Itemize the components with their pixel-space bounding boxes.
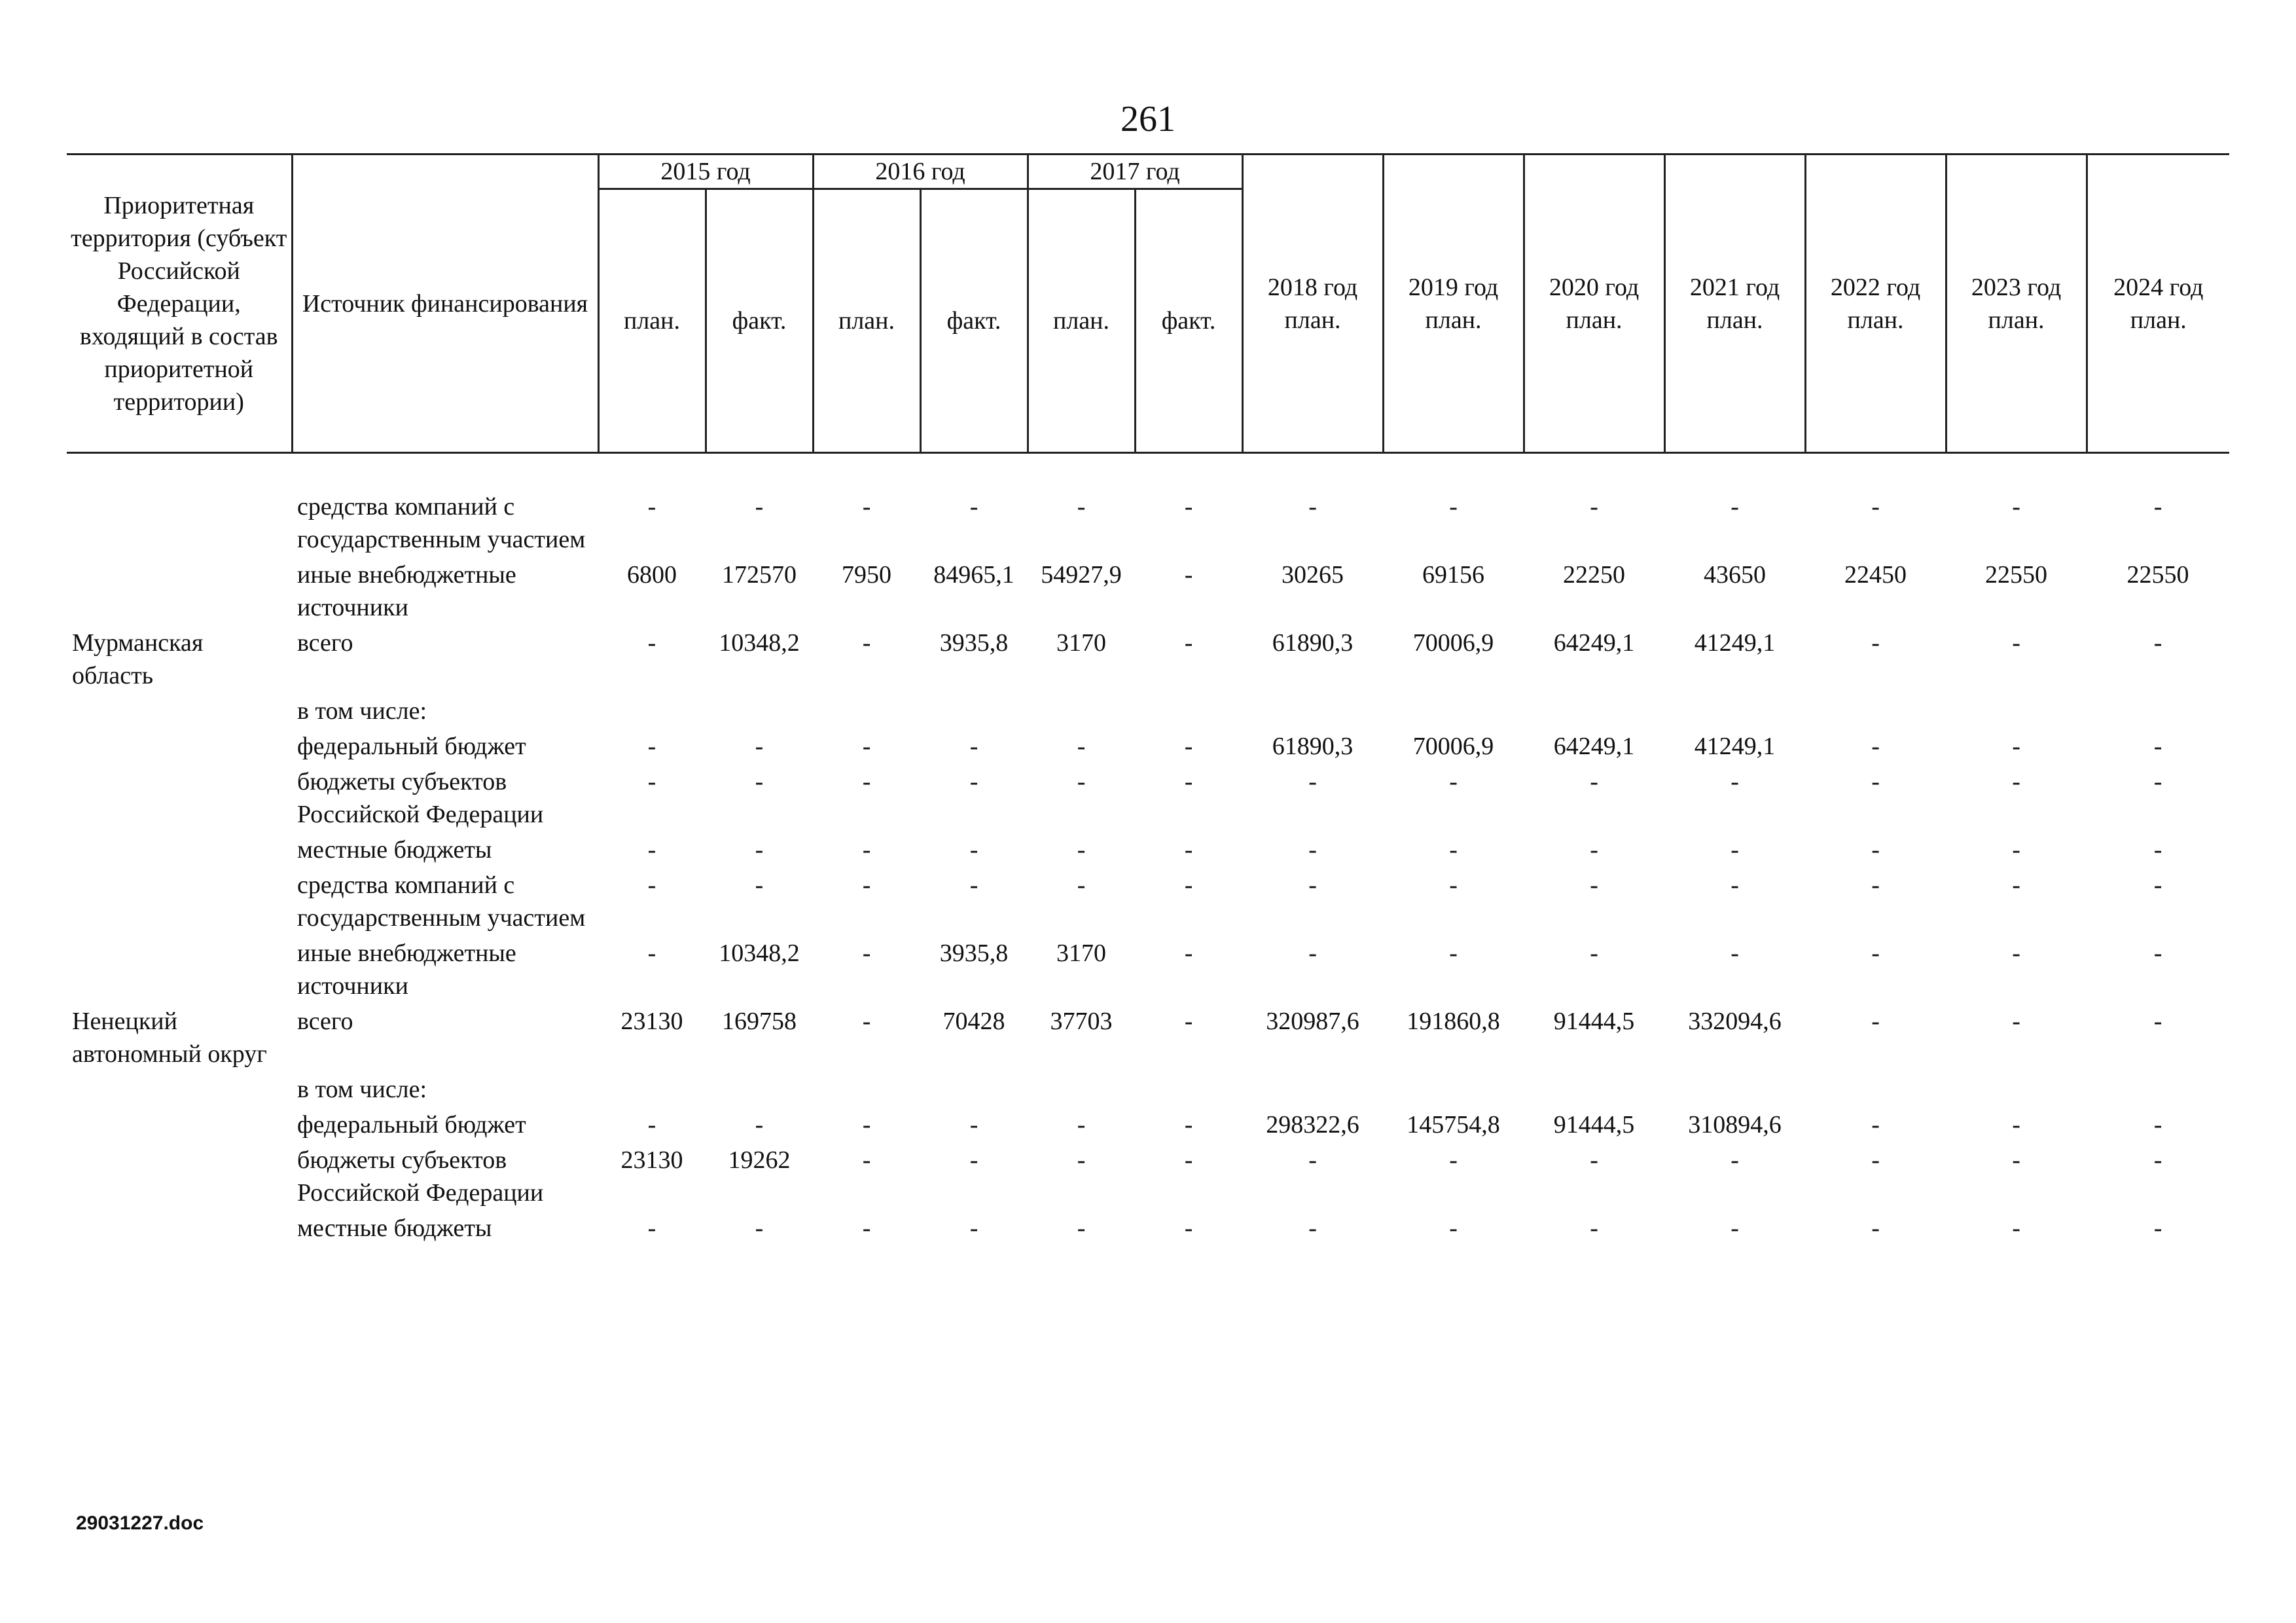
header-year-2022: 2022 год план. — [1805, 155, 1946, 453]
value-cell: - — [1590, 939, 1598, 967]
header-2017-plan: план. — [1028, 189, 1135, 453]
header-year-2016: 2016 год — [813, 155, 1028, 189]
header-year-2015: 2015 год — [598, 155, 813, 189]
value-cell: 19262 — [728, 1146, 791, 1174]
value-cell — [1028, 693, 1135, 729]
value-cell: - — [1871, 836, 1880, 864]
territory-cell — [67, 729, 292, 764]
value-cell: - — [1590, 493, 1598, 520]
value-cell: 37703 — [1050, 1008, 1113, 1035]
table-row — [67, 693, 2229, 729]
value-cell: - — [969, 1146, 978, 1174]
value-cell: 3170 — [1056, 939, 1107, 967]
value-cell — [1946, 1072, 2087, 1107]
value-cell: - — [755, 733, 764, 760]
value-cell: - — [862, 1146, 871, 1174]
value-cell — [1135, 693, 1242, 729]
value-cell: - — [1077, 733, 1086, 760]
value-cell: - — [862, 493, 871, 520]
territory-cell — [67, 867, 292, 936]
value-cell: 64249,1 — [1553, 629, 1635, 657]
value-cell: - — [969, 1111, 978, 1139]
value-cell: - — [1077, 871, 1086, 899]
table-row — [67, 1107, 2229, 1142]
value-cell: - — [1184, 561, 1193, 589]
value-cell: - — [1871, 1008, 1880, 1035]
value-cell: - — [647, 939, 656, 967]
value-cell: - — [1731, 493, 1739, 520]
value-cell: - — [969, 1214, 978, 1242]
value-cell: - — [2153, 768, 2162, 795]
header-source: Источник финансирования — [292, 155, 598, 453]
value-cell: - — [1449, 1214, 1458, 1242]
value-cell: - — [1184, 1008, 1193, 1035]
value-cell: - — [1077, 1214, 1086, 1242]
value-cell: - — [1871, 768, 1880, 795]
value-cell: - — [755, 836, 764, 864]
value-cell: - — [1077, 1146, 1086, 1174]
value-cell: - — [969, 836, 978, 864]
value-cell: - — [969, 493, 978, 520]
value-cell: - — [2153, 629, 2162, 657]
territory-cell — [67, 832, 292, 867]
value-cell: - — [1449, 939, 1458, 967]
value-cell: - — [1308, 836, 1317, 864]
value-cell: - — [1590, 1146, 1598, 1174]
value-cell: - — [1590, 1214, 1598, 1242]
source-cell: федеральный бюджет — [297, 733, 526, 760]
value-cell: 332094,6 — [1688, 1008, 1782, 1035]
table-row — [67, 729, 2229, 764]
value-cell: - — [755, 1111, 764, 1139]
value-cell: - — [862, 871, 871, 899]
territory-cell — [67, 1072, 292, 1107]
value-cell: - — [862, 1214, 871, 1242]
header-territory: Приоритетная территория (субъект Российской Федерации, входящий в состав приоритетной территории) — [67, 155, 292, 453]
territory-cell — [67, 693, 292, 729]
source-cell: бюджеты субъектов Российской Федерации — [297, 1146, 544, 1207]
territory-cell — [67, 1211, 292, 1246]
value-cell: - — [969, 871, 978, 899]
value-cell: - — [647, 1214, 656, 1242]
value-cell: 70428 — [942, 1008, 1005, 1035]
source-cell: средства компаний с государственным участием — [297, 493, 586, 553]
page-number: 261 — [1121, 99, 1175, 139]
value-cell — [1383, 693, 1524, 729]
value-cell: 70006,9 — [1412, 733, 1494, 760]
value-cell: - — [1184, 629, 1193, 657]
territory-cell — [67, 1142, 292, 1211]
value-cell: - — [862, 1008, 871, 1035]
table-row — [67, 764, 2229, 832]
value-cell: - — [1184, 493, 1193, 520]
value-cell: - — [647, 629, 656, 657]
table-row — [67, 1072, 2229, 1107]
value-cell: 41249,1 — [1694, 629, 1776, 657]
value-cell: - — [1449, 871, 1458, 899]
value-cell: - — [2153, 493, 2162, 520]
value-cell: - — [1871, 629, 1880, 657]
header-2015-fact: факт. — [706, 189, 813, 453]
value-cell: - — [2153, 1008, 2162, 1035]
value-cell: - — [969, 733, 978, 760]
value-cell: - — [2153, 1146, 2162, 1174]
value-cell — [706, 1072, 813, 1107]
value-cell: - — [2012, 1008, 2020, 1035]
value-cell: - — [1077, 493, 1086, 520]
source-cell: бюджеты субъектов Российской Федерации — [297, 768, 544, 828]
value-cell: - — [1184, 939, 1193, 967]
value-cell — [1524, 1072, 1664, 1107]
value-cell — [2087, 693, 2229, 729]
value-cell: 169758 — [722, 1008, 797, 1035]
value-cell: - — [1184, 1111, 1193, 1139]
financing-table — [67, 153, 2229, 1246]
table-row — [67, 1142, 2229, 1211]
value-cell: 70006,9 — [1412, 629, 1494, 657]
value-cell: - — [2153, 1214, 2162, 1242]
value-cell: - — [1590, 836, 1598, 864]
value-cell — [1383, 1072, 1524, 1107]
value-cell: - — [1731, 939, 1739, 967]
value-cell — [1664, 1072, 1805, 1107]
value-cell: - — [1449, 768, 1458, 795]
table-row — [67, 832, 2229, 867]
value-cell: - — [1184, 768, 1193, 795]
value-cell — [598, 693, 706, 729]
territory-cell: Ненецкий автономный округ — [72, 1008, 267, 1068]
value-cell: 61890,3 — [1272, 629, 1354, 657]
value-cell: - — [755, 493, 764, 520]
value-cell: 22450 — [1844, 561, 1907, 589]
value-cell: - — [1308, 871, 1317, 899]
source-cell: всего — [297, 629, 353, 657]
value-cell: 23130 — [620, 1008, 683, 1035]
territory-cell — [67, 557, 292, 625]
value-cell: - — [1871, 1146, 1880, 1174]
value-cell: - — [1590, 768, 1598, 795]
source-cell: иные внебюджетные источники — [297, 939, 516, 1000]
table-row — [67, 867, 2229, 936]
value-cell — [920, 1072, 1028, 1107]
value-cell — [598, 1072, 706, 1107]
value-cell: - — [647, 768, 656, 795]
header-year-2021: 2021 год план. — [1664, 155, 1805, 453]
value-cell: - — [2012, 1146, 2020, 1174]
value-cell: - — [1731, 1214, 1739, 1242]
value-cell: 91444,5 — [1553, 1008, 1635, 1035]
source-cell: средства компаний с государственным участием — [297, 871, 586, 932]
value-cell: - — [647, 871, 656, 899]
value-cell: - — [1308, 1146, 1317, 1174]
value-cell: - — [1184, 1214, 1193, 1242]
territory-cell — [67, 1107, 292, 1142]
value-cell: 10348,2 — [719, 939, 800, 967]
value-cell: - — [1731, 1146, 1739, 1174]
value-cell: - — [647, 733, 656, 760]
header-year-2018: 2018 год план. — [1242, 155, 1383, 453]
value-cell: - — [1184, 836, 1193, 864]
value-cell: - — [1449, 1146, 1458, 1174]
value-cell: - — [1308, 493, 1317, 520]
value-cell: - — [1184, 871, 1193, 899]
value-cell: - — [2153, 1111, 2162, 1139]
value-cell: 69156 — [1422, 561, 1485, 589]
value-cell: 145754,8 — [1407, 1111, 1500, 1139]
value-cell: - — [862, 939, 871, 967]
file-name-footer: 29031227.doc — [76, 1512, 204, 1534]
value-cell: - — [2012, 939, 2020, 967]
value-cell: 7950 — [842, 561, 892, 589]
header-2017-fact: факт. — [1135, 189, 1242, 453]
source-cell: в том числе: — [297, 1076, 427, 1103]
source-cell: иные внебюджетные источники — [297, 561, 516, 621]
value-cell: - — [862, 768, 871, 795]
value-cell: - — [647, 836, 656, 864]
value-cell: - — [2012, 871, 2020, 899]
value-cell: - — [1871, 733, 1880, 760]
value-cell: - — [2153, 871, 2162, 899]
table-row — [67, 489, 2229, 557]
table-row — [67, 1004, 2229, 1072]
source-cell: местные бюджеты — [297, 836, 492, 864]
value-cell: 22250 — [1563, 561, 1626, 589]
value-cell — [1664, 693, 1805, 729]
source-cell: всего — [297, 1008, 353, 1035]
value-cell: - — [969, 768, 978, 795]
value-cell: 64249,1 — [1553, 733, 1635, 760]
value-cell: - — [1077, 768, 1086, 795]
value-cell: - — [1308, 939, 1317, 967]
territory-cell — [67, 764, 292, 832]
value-cell: - — [862, 629, 871, 657]
value-cell: - — [2012, 1111, 2020, 1139]
table-row — [67, 557, 2229, 625]
value-cell: - — [1449, 836, 1458, 864]
value-cell — [1524, 693, 1664, 729]
value-cell: - — [1871, 871, 1880, 899]
value-cell: - — [2153, 939, 2162, 967]
value-cell: 41249,1 — [1694, 733, 1776, 760]
value-cell: - — [2153, 836, 2162, 864]
header-2016-plan: план. — [813, 189, 920, 453]
value-cell: - — [862, 1111, 871, 1139]
value-cell — [2087, 1072, 2229, 1107]
value-cell: 84965,1 — [933, 561, 1014, 589]
value-cell: - — [755, 871, 764, 899]
source-cell: в том числе: — [297, 697, 427, 725]
value-cell: - — [1731, 768, 1739, 795]
value-cell: 43650 — [1704, 561, 1767, 589]
value-cell: - — [2153, 733, 2162, 760]
value-cell: - — [1077, 836, 1086, 864]
table-row — [67, 625, 2229, 693]
value-cell: - — [1871, 1111, 1880, 1139]
territory-cell — [67, 936, 292, 1004]
source-cell: федеральный бюджет — [297, 1111, 526, 1139]
value-cell: - — [2012, 1214, 2020, 1242]
value-cell: - — [862, 733, 871, 760]
header-2016-fact: факт. — [920, 189, 1028, 453]
value-cell: - — [1871, 493, 1880, 520]
value-cell: 6800 — [627, 561, 677, 589]
value-cell: - — [1308, 768, 1317, 795]
value-cell: 191860,8 — [1407, 1008, 1500, 1035]
value-cell: 22550 — [1985, 561, 2048, 589]
value-cell — [1805, 1072, 1946, 1107]
header-year-2017: 2017 год — [1028, 155, 1242, 189]
value-cell: - — [647, 1111, 656, 1139]
value-cell: - — [1308, 1214, 1317, 1242]
value-cell — [920, 693, 1028, 729]
value-cell — [813, 1072, 920, 1107]
value-cell: - — [2012, 629, 2020, 657]
value-cell: 10348,2 — [719, 629, 800, 657]
value-cell: - — [1184, 733, 1193, 760]
value-cell: - — [2012, 836, 2020, 864]
value-cell: - — [1731, 836, 1739, 864]
value-cell: - — [1184, 1146, 1193, 1174]
table-row — [67, 1211, 2229, 1246]
value-cell: - — [1077, 1111, 1086, 1139]
value-cell — [1028, 1072, 1135, 1107]
header-year-2020: 2020 год план. — [1524, 155, 1664, 453]
value-cell — [1135, 1072, 1242, 1107]
value-cell: 61890,3 — [1272, 733, 1354, 760]
value-cell: - — [1449, 493, 1458, 520]
value-cell: 3935,8 — [939, 629, 1009, 657]
value-cell: - — [862, 836, 871, 864]
value-cell: - — [647, 493, 656, 520]
value-cell: - — [1731, 871, 1739, 899]
header-year-2024: 2024 год план. — [2087, 155, 2229, 453]
value-cell — [1242, 1072, 1383, 1107]
value-cell: 22550 — [2126, 561, 2189, 589]
value-cell: 310894,6 — [1688, 1111, 1782, 1139]
value-cell: 3170 — [1056, 629, 1107, 657]
value-cell: - — [2012, 768, 2020, 795]
value-cell: - — [1871, 1214, 1880, 1242]
value-cell: 91444,5 — [1553, 1111, 1635, 1139]
value-cell: - — [1871, 939, 1880, 967]
table-row — [67, 936, 2229, 1004]
table-body — [67, 453, 2229, 1247]
territory-cell — [67, 489, 292, 557]
header-year-2019: 2019 год план. — [1383, 155, 1524, 453]
header-2015-plan: план. — [598, 189, 706, 453]
value-cell — [706, 693, 813, 729]
value-cell — [1946, 693, 2087, 729]
value-cell — [1805, 693, 1946, 729]
source-cell: местные бюджеты — [297, 1214, 492, 1242]
value-cell: - — [2012, 733, 2020, 760]
territory-cell: Мурманская область — [72, 629, 204, 689]
value-cell — [1242, 693, 1383, 729]
value-cell: - — [755, 1214, 764, 1242]
value-cell: 54927,9 — [1041, 561, 1122, 589]
value-cell: 298322,6 — [1266, 1111, 1359, 1139]
value-cell: 320987,6 — [1266, 1008, 1359, 1035]
header-year-2023: 2023 год план. — [1946, 155, 2087, 453]
value-cell: 172570 — [722, 561, 797, 589]
value-cell: 3935,8 — [939, 939, 1009, 967]
value-cell: 23130 — [620, 1146, 683, 1174]
value-cell — [813, 693, 920, 729]
value-cell: - — [755, 768, 764, 795]
value-cell: - — [1590, 871, 1598, 899]
value-cell: 30265 — [1282, 561, 1344, 589]
value-cell: - — [2012, 493, 2020, 520]
